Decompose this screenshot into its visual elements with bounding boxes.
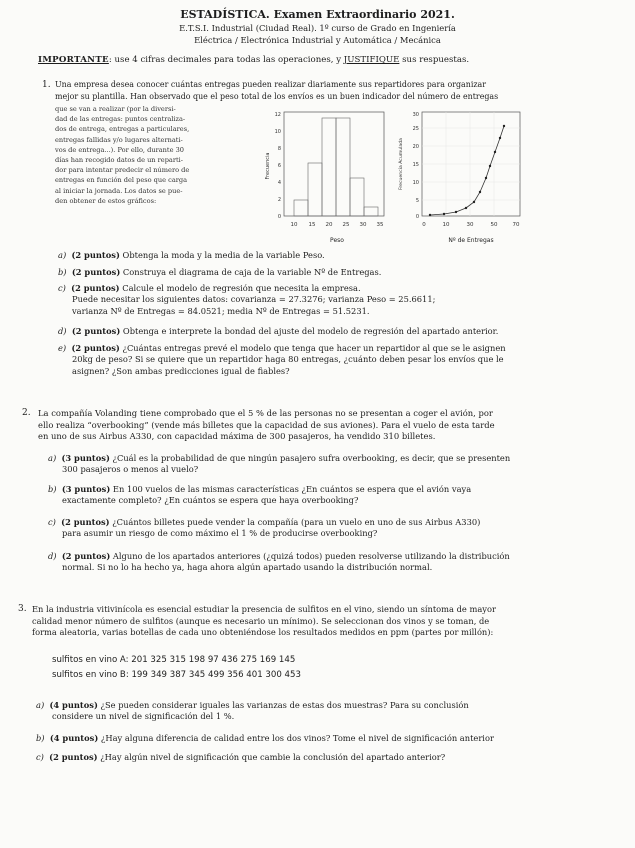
- cum-x-tick: 0: [422, 222, 426, 228]
- weight-histogram: [262, 108, 388, 248]
- hist-y-tick: 12: [274, 112, 281, 118]
- q2-intro-line: en uno de sus Airbus A330, con capacidad máxima de 300 pasajeros, ha vendido 310 billetes.: [38, 431, 436, 442]
- wine-a-data: [52, 655, 295, 665]
- q3-number: 3.: [18, 604, 27, 614]
- cum-y-tick: 20: [412, 144, 419, 150]
- q3-item-b: b) (4 puntos) ¿Hay alguna diferencia de calidad entre los dos vinos? Tome el nivel de significación anterior: [36, 733, 494, 743]
- q1-side-line: entregas fallidas y/o lugares alternati-: [55, 135, 183, 144]
- important-emph: JUSTIFIQUE: [343, 55, 400, 65]
- cum-y-tick: 25: [412, 126, 419, 132]
- q2-number: 2.: [22, 408, 31, 418]
- hist-y-tick: 4: [277, 180, 281, 186]
- exam-title: ESTADÍSTICA. Examen Extraordinario 2021.: [180, 8, 455, 21]
- q1-item-d: d) (2 puntos) Obtenga e interprete la bondad del ajuste del modelo de regresión del apartado anterior.: [58, 326, 499, 336]
- cum-x-label: Nº de Entregas: [448, 237, 494, 244]
- hist-bar: [350, 178, 364, 216]
- hist-frame: [284, 112, 384, 216]
- q1-side-line: entregas en función del peso que carga: [55, 176, 188, 185]
- hist-x-tick: 15: [308, 222, 316, 228]
- q3-item-a: a) (4 puntos) ¿Se pueden considerar iguales las varianzas de estas dos muestras? Para su conclusión considere un nivel de significación del 1 %.: [36, 700, 469, 722]
- q2-item-d: d) (2 puntos) Alguno de los apartados anteriores (¿quizá todos) pueden resolverse utilizando la distribución normal. Si no lo ha hecho ya, haga ahora algún apartado usando la distribución normal.: [48, 551, 510, 573]
- important-label: IMPORTANTE: [38, 55, 109, 65]
- hist-bar: [294, 200, 308, 216]
- important-tail: sus respuestas.: [399, 55, 470, 65]
- wine-b-data: [52, 670, 301, 680]
- important-text: : use 4 cifras decimales para todas las operaciones, y: [108, 55, 344, 65]
- q2-item-c: c) (2 puntos) ¿Cuántos billetes puede vender la compañía (para un vuelo en uno de sus Airbus A330) para asumir un riesgo de como máximo el 1 % de producirse overbooking?: [48, 517, 481, 539]
- q2-intro-line: La compañía Volanding tiene comprobado que el 5 % de las personas no se presentan a coger el avión, por: [38, 408, 493, 418]
- cum-y-ticks: [413, 112, 419, 220]
- cumulative-frequency-plot: [396, 108, 526, 248]
- cum-y-tick: 10: [412, 180, 419, 186]
- hist-x-tick: 25: [342, 222, 350, 228]
- hist-x-tick: 10: [290, 222, 298, 228]
- q3-item-c: c) (2 puntos) ¿Hay algún nivel de significación que cambie la conclusión del apartado anterior?: [36, 752, 446, 762]
- cum-points: [429, 125, 505, 216]
- q2-item-a: a) (3 puntos) ¿Cuál es la probabilidad de que ningún pasajero sufra overbooking, es decir, que se presenten 300 pasajeros o menos al vuelo?: [48, 453, 511, 475]
- q1-side-line: dos de entrega, entregas a particulares,: [55, 125, 190, 134]
- hist-y-tick: 0: [277, 214, 281, 220]
- q1-side-line: vos de entrega...). Por ello, durante 30: [55, 145, 184, 154]
- q1-side-text: [55, 104, 189, 206]
- q1-number: 1.: [42, 80, 51, 90]
- header-line-2: Eléctrica / Electrónica Industrial y Automática / Mecánica: [194, 35, 441, 45]
- hist-y-label: Frecuencia: [265, 152, 271, 180]
- cum-x-ticks: [422, 222, 520, 228]
- wine-b-label: sulfitos en vino B:: [52, 670, 129, 680]
- cum-y-tick: 0: [415, 214, 419, 220]
- hist-y-tick: 6: [277, 163, 281, 169]
- q3-intro-line: calidad menor número de sulfitos (aunque es necesario un mínimo). Se seleccionan dos vinos y se toman, de: [32, 615, 490, 626]
- cum-x-tick: 70: [512, 222, 520, 228]
- hist-y-tick: 8: [277, 146, 281, 152]
- q1-side-line: que se van a realizar (por la diversi-: [55, 105, 176, 113]
- cum-y-tick: 5: [415, 198, 419, 204]
- cum-grid: [422, 112, 520, 216]
- wine-b-values: 199 349 387 345 499 356 401 300 453: [131, 670, 301, 680]
- hist-x-tick: 30: [359, 222, 367, 228]
- cum-x-tick: 10: [442, 222, 450, 228]
- q1-side-line: dor para intentar predecir el número de: [55, 166, 190, 175]
- q1-intro-line-2: mejor su plantilla. Han observado que el peso total de los envíos es un buen indicador del número de entregas: [55, 92, 499, 101]
- hist-x-tick: 20: [325, 222, 333, 228]
- q1-item-a: a) (2 puntos) Obtenga la moda y la media de la variable Peso.: [58, 250, 325, 260]
- wine-a-values: 201 325 315 198 97 436 275 169 145: [131, 655, 296, 665]
- q1-item-e: e) (2 puntos) ¿Cuántas entregas prevé el modelo que tenga que hacer un repartidor al que se le asignen 20kg de peso? Si se quiere que un repartidor haga 80 entregas, ¿cuánto deben pesar los envíos que le asignen? ¿Son ambas predicciones igual de fiables?: [58, 343, 506, 376]
- q1-side-line: dad de las entregas: puntos centraliza-: [55, 115, 186, 124]
- cum-y-tick: 30: [412, 112, 419, 118]
- hist-x-ticks: [291, 222, 384, 228]
- q1-side-line: días han recogido datos de un reparti-: [55, 156, 183, 165]
- hist-y-tick: 10: [274, 129, 281, 135]
- header-line-1: E.T.S.I. Industrial (Ciudad Real). 1º curso de Grado en Ingeniería: [179, 23, 456, 33]
- q1-item-b: b) (2 puntos) Construya el diagrama de caja de la variable Nº de Entregas.: [58, 267, 382, 277]
- cum-y-label: Frecuencia Acumulada: [399, 138, 404, 190]
- cum-x-tick: 30: [466, 222, 474, 228]
- q3-intro: [32, 604, 612, 639]
- hist-bar: [322, 118, 336, 216]
- hist-x-tick: 35: [376, 222, 384, 228]
- hist-y-ticks: [275, 112, 281, 220]
- q1-side-line: al iniciar la jornada. Los datos se pue-: [55, 186, 183, 195]
- q1-side-line: den obtener de estos gráficos:: [55, 196, 157, 205]
- wine-a-label: sulfitos en vino A:: [52, 655, 129, 665]
- hist-y-tick: 2: [277, 197, 281, 203]
- q2-intro-line: ello realiza “overbooking” (vende más billetes que la capacidad de sus aviones). Para el vuelo de esta tarde: [38, 419, 495, 430]
- cum-curve: [430, 126, 504, 215]
- q1-item-c: c) (2 puntos) Calcule el modelo de regresión que necesita la empresa. Puede necesitar los siguientes datos: covarianza = 27.3276; varianza Peso = 25.6611; varianza Nº de Entregas = 84.0521; media Nº de Entregas = 51.5231.: [58, 283, 436, 316]
- hist-bar: [336, 118, 350, 216]
- cum-x-tick: 50: [490, 222, 498, 228]
- hist-bar: [364, 207, 378, 216]
- q1-intro-line-1: Una empresa desea conocer cuántas entregas pueden realizar diariamente sus repartidores para organizar: [55, 80, 486, 89]
- q2-intro: [38, 408, 598, 443]
- cum-y-tick: 15: [412, 162, 419, 168]
- hist-bar: [308, 163, 322, 216]
- hist-x-label: Peso: [330, 237, 344, 244]
- q2-item-b: b) (3 puntos) En 100 vuelos de las mismas características ¿En cuántos se espera que el avión vaya exactamente completo? ¿En cuántos se espera que haya overbooking?: [48, 484, 472, 506]
- q3-intro-line: En la industria vitivinícola es esencial estudiar la presencia de sulfitos en el vino, siendo un síntoma de mayor: [32, 604, 496, 614]
- important-note: [38, 55, 469, 65]
- q3-intro-line: forma aleatoria, varias botellas de cada uno obteniéndose los resultados medidos en ppm (partes por millón):: [32, 627, 494, 638]
